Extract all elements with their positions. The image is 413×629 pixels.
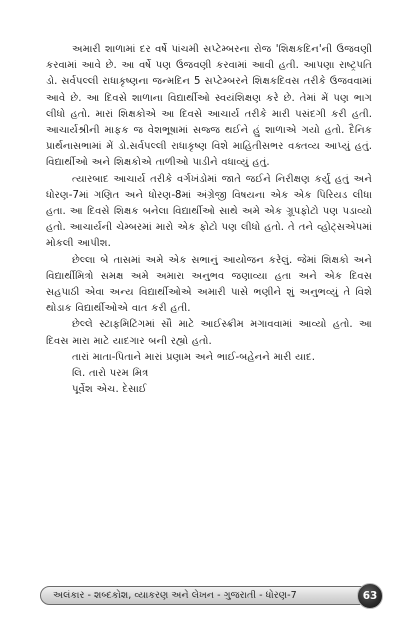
letter-body xyxy=(46,42,372,398)
paragraph-1: અમારી શાળામાં દર વર્ષે પાંચમી સપ્ટેમ્બરના રોજ 'શિક્ષકદિન'ની ઉજવણી કરવામાં આવે છે. આ વર્ષે પણ ઉજવણી કરવામાં આવી હતી. આપણા રાષ્ટ્રપતિ ડો. સર્વપલ્લી રાધાકૃષ્ણના જન્મદિન 5 સપ્ટેમ્બરને શિક્ષકદિવસ તરીકે ઉજવવામાં આવે છે. આ દિવસે શાળાના વિદ્યાર્થીઓ સ્વયંશિક્ષણ કરે છે. તેમાં મેં પણ ભાગ લીધો હતો. મારાં શિક્ષકોએ આ દિવસે આચાર્ય તરીકે મારી પસંદગી કરી હતી. આચાર્યશ્રીની માફક જ વેશભૂષામાં સજ્જ થઈને હું શાળાએ ગયો હતો. દૈનિક પ્રાર્થનાસભામાં મેં ડો.સર્વપલ્લી રાધાકૃષ્ણ વિશે માહિતીસભર વક્તવ્ય આપ્યું હતું. વિદ્યાર્થીઓ અને શિક્ષકોએ તાળીઓ પાડીને વધાવ્યું હતું. xyxy=(46,44,372,169)
paragraph-3: છેલ્લા બે તાસમાં અમે એક સભાનું આયોજન કરેલું. જેમાં શિક્ષકો અને વિદ્યાર્થીમિત્રો સમક્ષ અમે અમારા અનુભવ જણાવ્યા હતા અને એક દિવસ સહપાઠી એવા અન્ય વિદ્યાર્થીઓએ અમારી પાસે ભણીને શું અનુભવ્યું તે વિશે થોડાક વિદ્યાર્થીઓએ વાત કરી હતી. xyxy=(46,254,372,315)
page-footer xyxy=(40,586,380,605)
signoff-name: પૂર્વેશ એચ. દેસાઈ xyxy=(72,384,147,396)
paragraph-4: છેલ્લે સ્ટાફમિટિંગમાં સૌ માટે આઈસ્ક્રીમ મગાવવામાં આવ્યો હતો. આ દિવસ મારા માટે યાદગાર બની રહ્યો હતો. xyxy=(46,319,372,347)
page-number-badge: 63 xyxy=(357,583,383,609)
paragraph-5: તારાં માતા-પિતાને મારાં પ્રણામ અને ભાઈ-બહેનને મારી યાદ. xyxy=(72,351,315,363)
signoff-closing: લિ. તારો પરમ મિત્ર xyxy=(72,368,149,380)
paragraph-2: ત્યારબાદ આચાર્ય તરીકે વર્ગખંડોમાં જાતે જઈને નિરીક્ષણ કર્યું હતું અને ધોરણ-7માં ગણિત અને ધોરણ-8માં અંગ્રેજી વિષયના એક એક પિરિયડ લીધા હતા. આ દિવસે શિક્ષક બનેલા વિદ્યાર્થીઓ સાથે અમે એક ગ્રૂપફોટો પણ પડાવ્યો હતો. આચાર્યની ચેમ્બરમાં મારો એક ફોટો પણ લીધો હતો. તે તને વ્હોટ્સએપમાં મોકલી આપીશ. xyxy=(46,173,372,250)
footer-book-title: અલંકાર - શબ્દકોશ, વ્યાકરણ અને લેખન - ગુજરાતી - ધોરણ-7 xyxy=(53,590,297,601)
